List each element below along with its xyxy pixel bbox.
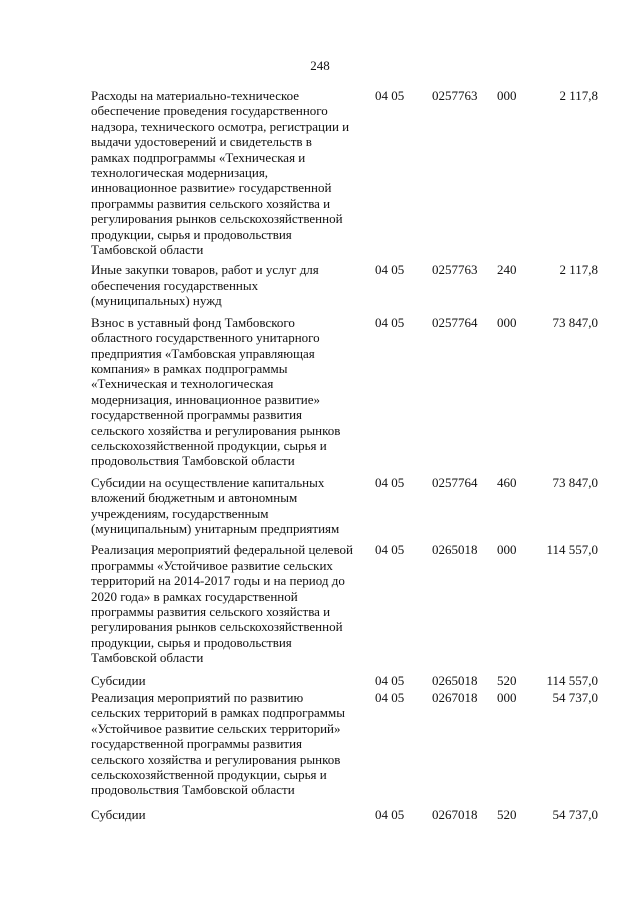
- row-target-article: 0257764: [432, 314, 478, 330]
- row-expense-type: 000: [497, 542, 517, 558]
- row-amount: 114 557,0: [546, 672, 598, 688]
- row-expense-type: 000: [497, 314, 517, 330]
- row-target-article: 0257763: [432, 262, 478, 278]
- table-row: [0, 690, 640, 798]
- row-expense-type: 000: [497, 88, 517, 103]
- table-row: [0, 542, 640, 665]
- row-description: Реализация мероприятий федеральной целевой программы «Устойчивое развитие сельских территорий на 2014-2017 годы и на период до 2020 года» в рамках государственной программы развития сельского хозяйства и регулирования рынков сельскохозяйственной продукции, сырья и продовольствия Тамбовской области: [91, 542, 353, 666]
- row-section: 04 05: [375, 474, 405, 490]
- row-section: 04 05: [375, 262, 405, 278]
- row-section: 04 05: [375, 672, 405, 688]
- row-target-article: 0257764: [432, 474, 478, 490]
- row-target-article: 0265018: [432, 672, 478, 688]
- row-description: Взнос в уставный фонд Тамбовского областного государственного унитарного предприятия «Тамбовская управляющая компания» в рамках подпрограммы «Техническая и технологическая модернизация, инновационное развитие» государственной программы развития сельского хозяйства и регулирования рынков сельскохозяйственной продукции, сырья и продовольствия Тамбовской области: [91, 314, 341, 469]
- row-description: Субсидии: [91, 806, 146, 822]
- row-description: Субсидии: [91, 672, 146, 688]
- row-amount: 114 557,0: [546, 542, 598, 558]
- row-description: Реализация мероприятий по развитию сельских территорий в рамках подпрограммы «Устойчивое развитие сельских территорий» государственной программы развития сельского хозяйства и регулирования рынков сельскохозяйственной продукции, сырья и продовольствия Тамбовской области: [91, 690, 345, 798]
- row-expense-type: 000: [497, 690, 517, 706]
- table-row: [0, 88, 640, 257]
- row-section: 04 05: [375, 314, 405, 330]
- row-description: Расходы на материально-техническое обеспечение проведения государственного надзора, технического осмотра, регистрации и выдачи удостоверений и свидетельств в рамках подпрограммы «Техническая и технологическая модернизация, инновационное развитие» государственной программы развития сельского хозяйства и регулирования рынков сельскохозяйственной продукции, сырья и продовольствия Тамбовской области: [91, 88, 350, 258]
- row-expense-type: 520: [497, 672, 517, 688]
- row-target-article: 0267018: [432, 690, 478, 706]
- row-amount: 2 117,8: [559, 262, 598, 278]
- row-section: 04 05: [375, 542, 405, 558]
- row-amount: 2 117,8: [559, 88, 598, 103]
- row-target-article: 0257763: [432, 88, 478, 103]
- row-expense-type: 520: [497, 806, 517, 822]
- page-number: 248: [310, 58, 330, 73]
- row-description: Субсидии на осуществление капитальных вложений бюджетным и автономным учреждениям, государственным (муниципальным) унитарным предприятиям: [91, 474, 340, 536]
- budget-table: [0, 88, 640, 831]
- row-target-article: 0267018: [432, 806, 478, 822]
- table-row: [0, 475, 640, 537]
- table-row: [0, 673, 640, 688]
- table-row: [0, 315, 640, 469]
- row-section: 04 05: [375, 88, 405, 103]
- row-amount: 73 847,0: [552, 474, 598, 490]
- row-target-article: 0265018: [432, 542, 478, 558]
- table-row: [0, 262, 640, 308]
- row-amount: 54 737,0: [552, 690, 598, 706]
- row-description: Иные закупки товаров, работ и услуг для обеспечения государственных (муниципальных) нужд: [91, 262, 319, 309]
- table-row: [0, 807, 640, 822]
- row-section: 04 05: [375, 690, 405, 706]
- row-amount: 73 847,0: [552, 314, 598, 330]
- row-expense-type: 240: [497, 262, 517, 278]
- row-expense-type: 460: [497, 474, 517, 490]
- row-amount: 54 737,0: [552, 806, 598, 822]
- row-section: 04 05: [375, 806, 405, 822]
